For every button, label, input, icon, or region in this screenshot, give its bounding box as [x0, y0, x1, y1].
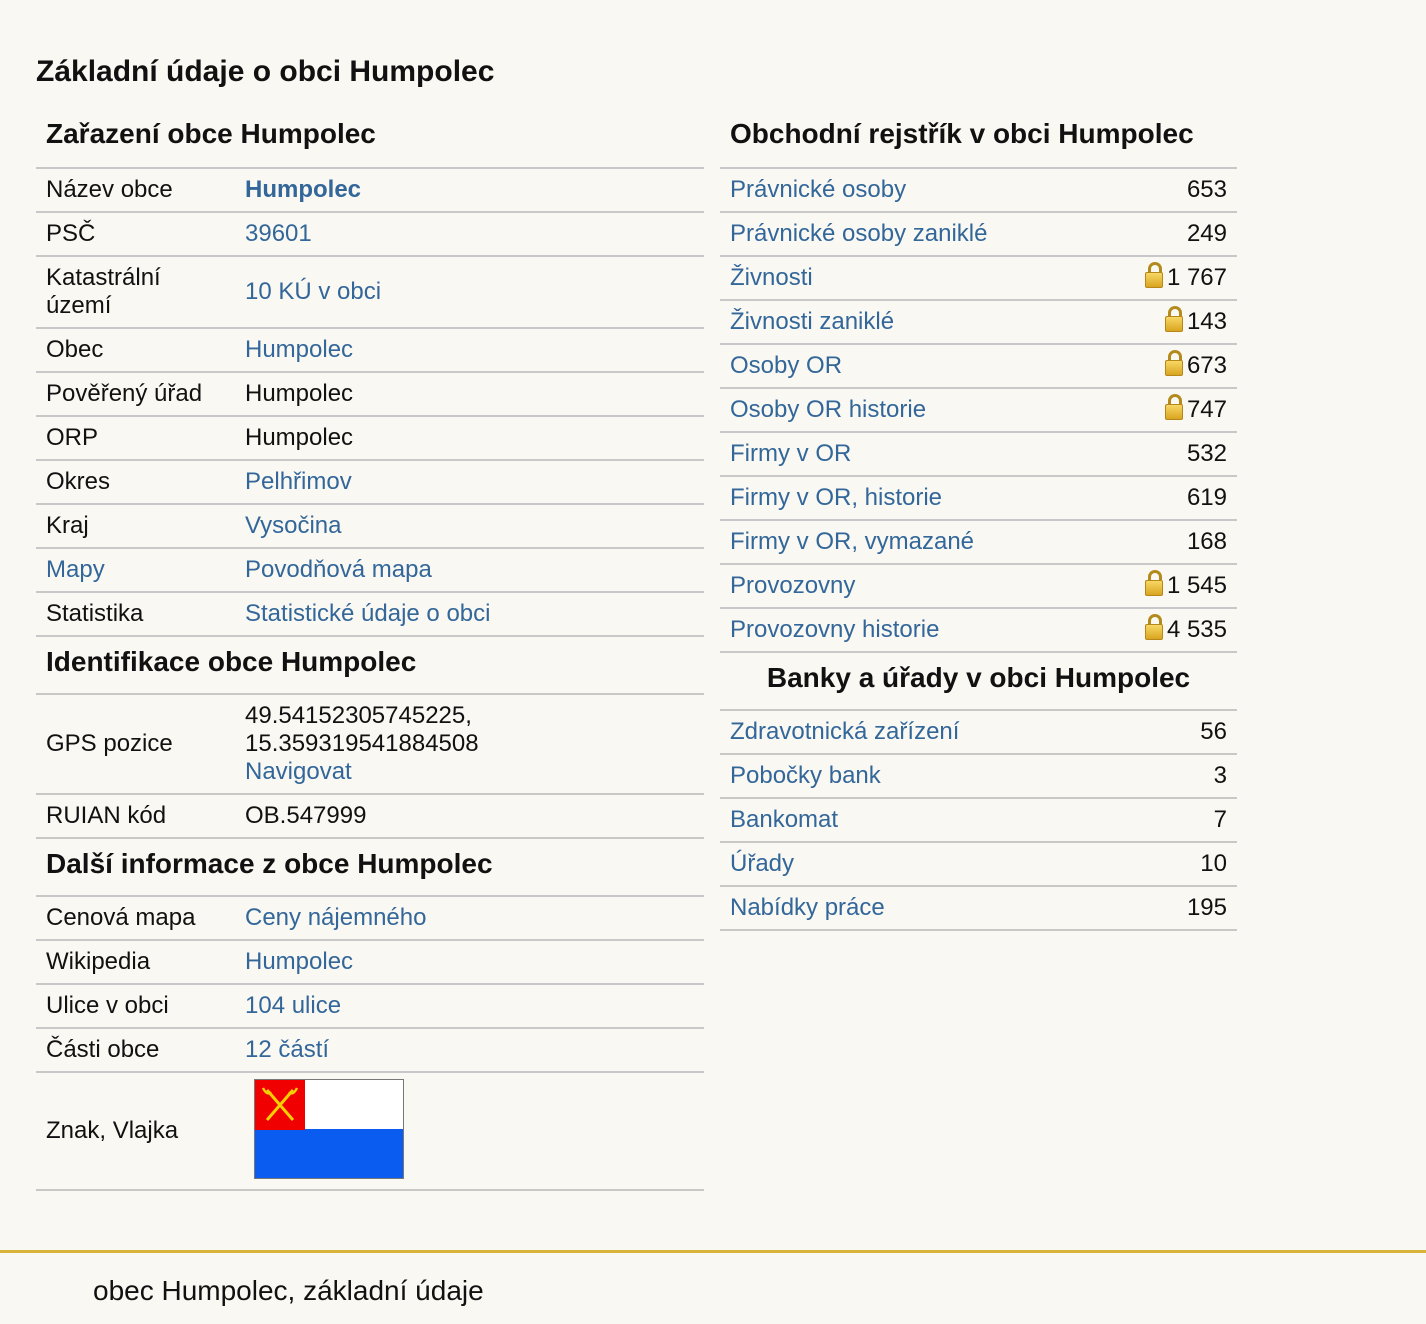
provozovny-historie-link[interactable]: Provozovny historie	[730, 616, 940, 643]
emblem-icon	[255, 1080, 305, 1130]
count-value: 747	[1186, 396, 1227, 423]
table-row	[36, 256, 704, 328]
gps-label: GPS pozice	[36, 695, 235, 794]
row-key: ORP	[36, 416, 235, 460]
pravnicke-osoby-link[interactable]: Právnické osoby	[730, 176, 907, 203]
count-value: 195	[1137, 886, 1237, 930]
count-value: 56	[1137, 711, 1237, 754]
psc-link[interactable]: 39601	[245, 220, 312, 247]
count-value: 619	[1098, 476, 1237, 520]
ulice-link[interactable]: 104 ulice	[245, 992, 342, 1019]
obec-name-link[interactable]: Humpolec	[245, 176, 362, 203]
table-row	[720, 300, 1237, 344]
count-value: 532	[1098, 432, 1237, 476]
count-value: 10	[1137, 842, 1237, 886]
table-row	[36, 372, 704, 416]
mapy-link[interactable]: Mapy	[46, 556, 105, 583]
lock-icon	[1165, 312, 1183, 330]
lock-icon	[1145, 576, 1163, 594]
firmy-v-or-link[interactable]: Firmy v OR	[730, 440, 852, 467]
pravnicke-osoby-zanikle-link[interactable]: Právnické osoby zaniklé	[730, 220, 988, 247]
katastralni-uzemi-link[interactable]: 10 KÚ v obci	[245, 278, 382, 305]
count-value: 168	[1098, 520, 1237, 564]
firmy-v-or-vymazane-link[interactable]: Firmy v OR, vymazané	[730, 528, 975, 555]
banky-table	[720, 711, 1237, 931]
municipal-flag	[254, 1079, 404, 1179]
table-row	[720, 476, 1237, 520]
row-key: Pověřený úřad	[36, 372, 235, 416]
identifikace-table	[36, 695, 704, 839]
navigate-link[interactable]: Navigovat	[245, 758, 352, 785]
okres-link[interactable]: Pelhřimov	[245, 468, 352, 495]
table-row	[36, 212, 704, 256]
gps-longitude: 15.359319541884508	[245, 730, 479, 757]
ruian-value: OB.547999	[235, 794, 704, 838]
table-row	[36, 592, 704, 636]
page-title: Základní údaje o obci Humpolec	[36, 55, 495, 88]
zivnosti-zanikle-link[interactable]: Živnosti zaniklé	[730, 308, 895, 335]
firmy-v-or-historie-link[interactable]: Firmy v OR, historie	[730, 484, 943, 511]
statistika-link[interactable]: Statistické údaje o obci	[245, 600, 491, 627]
table-row	[720, 842, 1237, 886]
table-row	[36, 328, 704, 372]
row-key: Název obce	[36, 169, 235, 212]
lock-icon	[1165, 356, 1183, 374]
obec-link[interactable]: Humpolec	[245, 336, 354, 363]
count-value: 673	[1186, 352, 1227, 379]
table-row	[720, 608, 1237, 652]
count-value: 1 767	[1166, 264, 1227, 291]
ceny-najemneho-link[interactable]: Ceny nájemného	[245, 904, 427, 931]
provozovny-link[interactable]: Provozovny	[730, 572, 856, 599]
table-row	[36, 416, 704, 460]
section-heading-zarazeni: Zařazení obce Humpolec	[36, 112, 704, 169]
zarazeni-table	[36, 169, 704, 637]
table-row	[36, 984, 704, 1028]
zdravotnicka-zarizeni-link[interactable]: Zdravotnická zařízení	[730, 718, 960, 745]
table-row	[720, 886, 1237, 930]
count-value: 3	[1137, 754, 1237, 798]
table-row	[720, 344, 1237, 388]
table-row	[720, 520, 1237, 564]
row-key: Části obce	[36, 1028, 235, 1072]
count-value: 1 545	[1166, 572, 1227, 599]
row-key: PSČ	[36, 212, 235, 256]
table-row	[720, 212, 1237, 256]
table-row	[36, 504, 704, 548]
count-value: 143	[1186, 308, 1227, 335]
footer-divider	[0, 1250, 1426, 1253]
table-row	[36, 169, 704, 212]
table-row	[36, 794, 704, 838]
count-value: 4 535	[1166, 616, 1227, 643]
flag-label: Znak, Vlajka	[36, 1072, 235, 1190]
table-row	[36, 1072, 704, 1190]
bankomat-link[interactable]: Bankomat	[730, 806, 839, 833]
table-row	[36, 897, 704, 940]
row-key: Wikipedia	[36, 940, 235, 984]
table-row	[36, 460, 704, 504]
table-row	[720, 432, 1237, 476]
povereny-urad-value: Humpolec	[235, 372, 704, 416]
row-key: Kraj	[36, 504, 235, 548]
table-row	[720, 388, 1237, 432]
osoby-or-historie-link[interactable]: Osoby OR historie	[730, 396, 927, 423]
row-key: Ulice v obci	[36, 984, 235, 1028]
row-key: Statistika	[36, 592, 235, 636]
table-row	[36, 940, 704, 984]
row-key: Okres	[36, 460, 235, 504]
row-key: Katastrální území	[36, 256, 235, 328]
table-row	[36, 548, 704, 592]
lock-icon	[1165, 400, 1183, 418]
lock-icon	[1145, 620, 1163, 638]
povodnova-mapa-link[interactable]: Povodňová mapa	[245, 556, 432, 583]
count-value: 7	[1137, 798, 1237, 842]
table-row	[720, 754, 1237, 798]
row-key: Obec	[36, 328, 235, 372]
urady-link[interactable]: Úřady	[730, 850, 795, 877]
right-column	[720, 112, 1237, 931]
footer-text: obec Humpolec, základní údaje	[93, 1275, 484, 1306]
section-heading-identifikace: Identifikace obce Humpolec	[36, 637, 704, 695]
obchodni-table	[720, 169, 1237, 653]
section-heading-obchodni: Obchodní rejstřík v obci Humpolec	[720, 112, 1237, 169]
section-heading-dalsi: Další informace z obce Humpolec	[36, 839, 704, 897]
nabidky-prace-link[interactable]: Nabídky práce	[730, 894, 885, 921]
table-row	[720, 564, 1237, 608]
count-value: 249	[1098, 212, 1237, 256]
pobocky-bank-link[interactable]: Pobočky bank	[730, 762, 881, 789]
gps-latitude: 49.54152305745225,	[245, 702, 472, 729]
kraj-link[interactable]: Vysočina	[245, 512, 342, 539]
table-row	[720, 711, 1237, 754]
table-row	[720, 256, 1237, 300]
table-row	[36, 695, 704, 794]
lock-icon	[1145, 268, 1163, 286]
table-row	[720, 169, 1237, 212]
ruian-label: RUIAN kód	[36, 794, 235, 838]
left-column	[36, 112, 704, 1191]
table-row	[720, 798, 1237, 842]
dalsi-table	[36, 897, 704, 1191]
wikipedia-link[interactable]: Humpolec	[245, 948, 354, 975]
section-heading-banky: Banky a úřady v obci Humpolec	[720, 653, 1237, 711]
zivnosti-link[interactable]: Živnosti	[730, 264, 813, 291]
osoby-or-link[interactable]: Osoby OR	[730, 352, 843, 379]
table-row	[36, 1028, 704, 1072]
row-key: Cenová mapa	[36, 897, 235, 940]
casti-obce-link[interactable]: 12 částí	[245, 1036, 330, 1063]
count-value: 653	[1098, 169, 1237, 212]
orp-value: Humpolec	[235, 416, 704, 460]
